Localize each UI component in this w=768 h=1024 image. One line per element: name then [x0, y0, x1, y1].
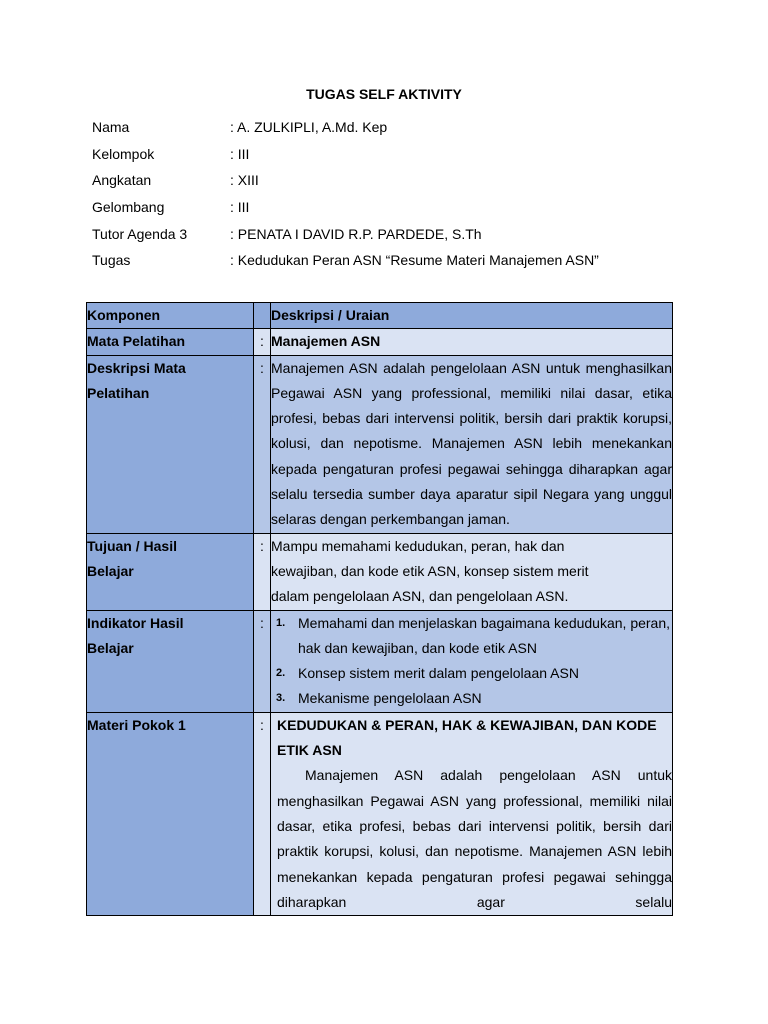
info-value: : XIII [230, 172, 259, 189]
info-label: Kelompok [92, 145, 155, 162]
row-label: Materi Pokok 1 [87, 712, 254, 915]
list-item [276, 611, 672, 662]
row-value [271, 533, 673, 610]
table-row-deskripsi [87, 355, 673, 533]
info-row-tutor [92, 220, 692, 247]
info-label: Tugas [92, 252, 131, 269]
document-title: TUGAS SELF AKTIVITY [306, 86, 462, 102]
info-row-tugas [92, 247, 692, 274]
header-komponen: Komponen [87, 303, 254, 329]
list-number: 2. [276, 667, 286, 680]
header-deskripsi: Deskripsi / Uraian [271, 303, 673, 329]
list-item [276, 686, 672, 711]
row-value-text: Mampu memahami kedudukan, peran, hak dan kewajiban, dan kode etik ASN, konsep sistem merit dalam pengelolaan ASN, dan pengelolaan ASN. [271, 537, 589, 605]
row-separator: : [254, 610, 271, 712]
row-separator: : [254, 355, 271, 533]
info-value: : PENATA I DAVID R.P. PARDEDE, S.Th [230, 225, 482, 242]
list-item [276, 661, 672, 686]
info-row-angkatan [92, 167, 692, 194]
row-separator: : [254, 533, 271, 610]
list-text: Mekanisme pengelolaan ASN [298, 690, 482, 707]
table-row-indikator [87, 610, 673, 712]
table-row-mata-pelatihan [87, 329, 673, 355]
row-separator: : [254, 712, 271, 915]
table-header-row [87, 303, 673, 329]
list-number: 1. [276, 616, 286, 629]
indicator-list [276, 611, 672, 712]
list-text: Memahami dan menjelaskan bagaimana kedudukan, peran, hak dan kewajiban, dan kode etik ASN [298, 614, 671, 656]
row-label [87, 533, 254, 610]
row-separator: : [254, 329, 271, 355]
row-value [271, 610, 673, 712]
list-number: 3. [276, 692, 286, 705]
materi-heading: KEDUDUKAN & PERAN, HAK & KEWAJIBAN, DAN KODE ETIK ASN [277, 716, 657, 759]
row-label [87, 610, 254, 712]
table-row-tujuan [87, 533, 673, 610]
info-label: Angkatan [92, 172, 152, 189]
row-label: Mata Pelatihan [87, 329, 254, 355]
info-value: : III [230, 199, 250, 216]
row-label-text: Deskripsi Mata Pelatihan [87, 359, 186, 401]
row-value: Manajemen ASN [271, 329, 673, 355]
list-text: Konsep sistem merit dalam pengelolaan ASN [298, 665, 579, 682]
info-value: : A. ZULKIPLI, A.Md. Kep [230, 119, 388, 136]
info-row-nama [92, 114, 692, 141]
row-label-text: Tujuan / Hasil Belajar [87, 537, 177, 579]
info-label: Tutor Agenda 3 [92, 225, 188, 242]
info-label: Gelombang [92, 199, 165, 216]
info-label: Nama [92, 119, 130, 136]
info-value: : Kedudukan Peran ASN “Resume Materi Manajemen ASN” [230, 252, 599, 269]
materi-text: Manajemen ASN adalah pengelolaan ASN untuk menghasilkan Pegawai ASN yang professional, memiliki nilai dasar, etika profesi, bebas dari intervensi politik, bersih dari praktik korupsi, kolusi, dan nepotisme. Manajemen ASN lebih menekankan kepada pengaturan profesi pegawai sehingga diharapkan agar selalu [277, 767, 672, 910]
info-row-kelompok [92, 141, 692, 168]
info-block [92, 114, 692, 274]
row-label [87, 355, 254, 533]
info-value: : III [230, 145, 250, 162]
header-separator [254, 303, 271, 329]
row-value: Manajemen ASN adalah pengelolaan ASN untuk menghasilkan Pegawai ASN yang professional, memiliki nilai dasar, etika profesi, bebas dari intervensi politik, bersih dari praktik korupsi, kolusi, dan nepotisme. Manajemen ASN lebih menekankan kepada pengaturan profesi pegawai sehingga diharapkan agar selalu tersedia sumber daya aparatur sipil Negara yang unggul selaras dengan perkembangan jaman. [271, 355, 673, 533]
row-value [271, 712, 673, 915]
row-label-text: Indikator Hasil Belajar [87, 614, 184, 656]
info-row-gelombang [92, 194, 692, 221]
table-row-materi [87, 712, 673, 915]
component-table [86, 302, 673, 916]
